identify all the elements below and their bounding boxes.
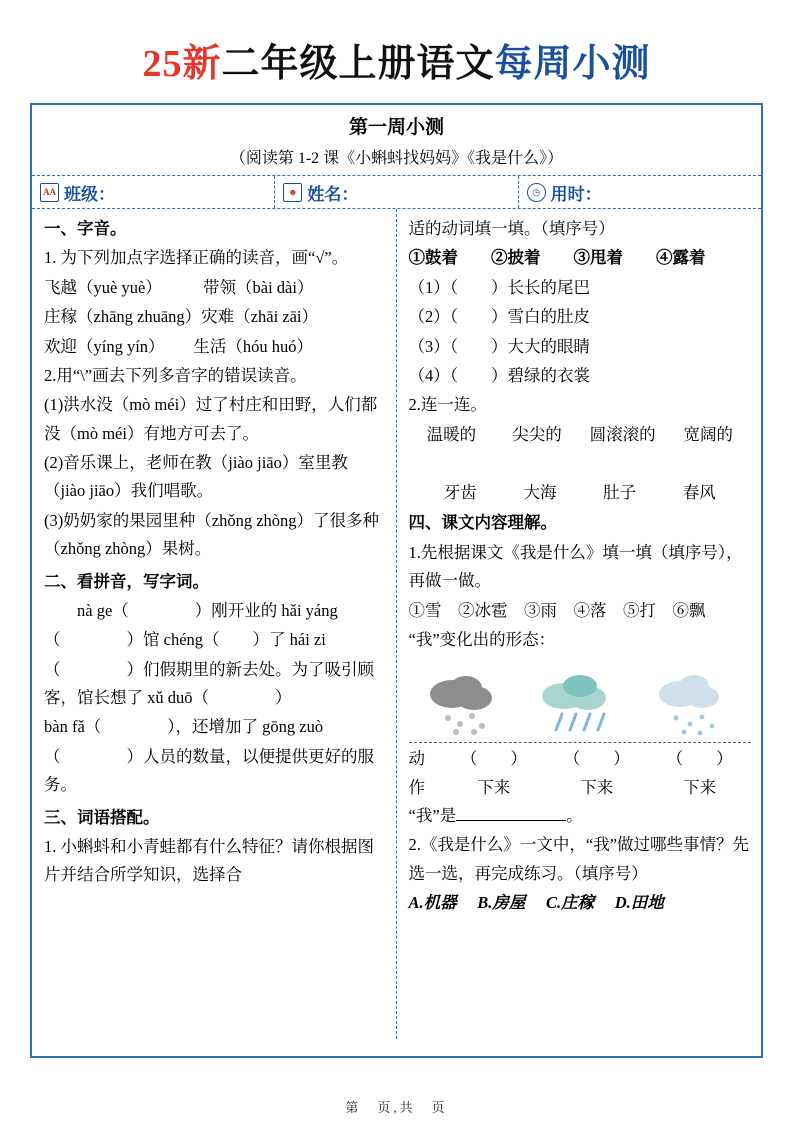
s3-options: ①鼓着 ②披着 ③甩着 ④露着 [408, 248, 706, 268]
pinyin-pair-1: 飞越（yuè yuè） 带领（bài dài） [44, 277, 314, 297]
section-2-heading: 二、看拼音，写字词。 [44, 571, 209, 591]
s4-fill-blank[interactable] [456, 820, 566, 821]
match-heading: 2.连一连。 [408, 395, 487, 415]
s4-options: ①雪 ②冰雹 ③雨 ④落 ⑤打 ⑥飘 [408, 600, 706, 620]
student-info-row [32, 176, 761, 208]
pinyin-pair-2: 庄稼（zhāng zhuāng）灾难（zhāi zāi） [44, 307, 319, 327]
content-columns [32, 208, 761, 1039]
s3-blank-3[interactable]: （3）（ ）大大的眼睛 [408, 336, 590, 356]
weather-illustrations [409, 660, 752, 738]
action-blank-1[interactable]: （ ） [460, 749, 527, 769]
s3-question: 1. 小蝌蚪和小青蛙都有什么特征？请你根据图片并结合所学知识，选择合 [44, 836, 374, 885]
s2-line-5: （ ）人员的数量，以便提供更好的服务。 [44, 746, 374, 795]
action-blank-row [443, 745, 752, 773]
s3-blank-1[interactable]: （1）（ ）长长的尾巴 [408, 277, 590, 297]
student-icon: AA [40, 183, 59, 202]
s2-line-3: （ ）们假期里的新去处。为了吸引顾客，馆长想了 xǔ duō（ ） [44, 659, 374, 707]
info-field-class[interactable] [32, 176, 274, 208]
info-field-time[interactable] [518, 176, 761, 208]
sheet-subnote: （阅读第 1-2 课《小蝌蚪找妈妈》《我是什么》） [229, 150, 564, 167]
person-icon: ☻ [283, 183, 302, 202]
match-row-top [409, 421, 752, 449]
match-top-1[interactable]: 温暖的 [426, 424, 477, 444]
match-row-bottom [409, 479, 752, 507]
info-label-class: 班级： [64, 184, 115, 204]
pinyin-pair-3: 欢迎（yíng yín） 生活（hóu huó） [44, 336, 314, 356]
s4-fill-line [409, 802, 752, 830]
match-bottom-3[interactable]: 肚子 [603, 483, 637, 502]
action-block [409, 745, 752, 802]
action-word-3: 下来 [683, 777, 717, 797]
s4-fill-prefix: “我”是 [408, 806, 457, 825]
title-part-red: 25新 [142, 43, 222, 85]
column-left [32, 209, 397, 1039]
q2-item-2: (2)音乐课上，老师在教（jiào jiāo）室里教（jiào jiāo）我们唱歌。 [44, 453, 348, 501]
match-bottom-2[interactable]: 大海 [523, 483, 557, 502]
title-part-blue: 每周小测 [494, 43, 651, 85]
snow-cloud-icon [640, 668, 748, 738]
s4-choices: A.机器 B.房屋 C.庄稼 D.田地 [408, 893, 664, 913]
action-word-2: 下来 [580, 777, 614, 797]
q2-item-1: (1)洪水没（mò méi）过了村庄和田野，人们都没（mò méi）有地方可去了。 [44, 395, 378, 443]
s4-forms-label: “我”变化出的形态： [408, 629, 556, 649]
action-word-1: 下来 [477, 777, 511, 797]
action-blank-2[interactable]: （ ） [563, 749, 630, 769]
action-label: 动 作 [408, 749, 425, 797]
match-top-4[interactable]: 宽阔的 [683, 424, 733, 444]
s4-fill-suffix: 。 [566, 806, 583, 825]
hail-cloud-icon [412, 668, 520, 738]
match-bottom-1[interactable]: 牙齿 [443, 483, 477, 502]
match-top-3[interactable]: 圆滚滚的 [589, 424, 656, 444]
action-word-row [443, 774, 752, 802]
action-answers [443, 745, 752, 802]
s4-question-2: 2.《我是什么》一文中，“我”做过哪些事情？先选一选，再完成练习。（填序号） [408, 835, 750, 883]
worksheet-frame [30, 103, 763, 1058]
s2-line-2: （ ）馆 chéng（ ）了 hái zi [44, 630, 326, 650]
s3-blank-4[interactable]: （4）（ ）碧绿的衣裳 [408, 365, 590, 385]
match-bottom-4[interactable]: 春风 [682, 483, 716, 502]
action-blank-3[interactable]: （ ） [666, 749, 733, 769]
section-4-heading: 四、课文内容理解。 [408, 513, 557, 533]
title-part-black: 二年级上册语文 [221, 43, 495, 85]
s3-question-cont: 适的动词填一填。（填序号） [408, 219, 615, 238]
match-top-2[interactable]: 尖尖的 [512, 424, 562, 444]
page-footer: 第 页,共 页 [345, 1100, 448, 1115]
pictures-divider [409, 742, 752, 743]
clock-icon: ◷ [527, 183, 546, 202]
s2-line-4: bàn fǎ（ ），还增加了 gōng zuò [44, 717, 324, 737]
s4-question-1: 1.先根据课文《我是什么》填一填（填序号），再做一做。 [408, 542, 743, 591]
section-1-heading: 一、字音。 [44, 219, 127, 238]
s3-blank-2[interactable]: （2）（ ）雪白的肚皮 [408, 307, 590, 327]
info-label-time: 用时： [550, 184, 602, 204]
column-right [397, 209, 762, 1039]
q2-prompt: 2.用“\”画去下列多音字的错误读音。 [44, 365, 307, 385]
q1-prompt: 1. 为下列加点字选择正确的读音，画“√”。 [44, 248, 349, 268]
q2-item-3: (3)奶奶家的果园里种（zhǒng zhòng）了很多种（zhǒng zhòng）果树。 [44, 510, 380, 559]
s2-line-1: nà ge（ ）刚开业的 hǎi yáng [44, 600, 338, 620]
info-field-name[interactable] [274, 176, 517, 208]
sheet-subtitle: 第一周小测 [348, 117, 444, 138]
info-label-name: 姓名： [307, 184, 359, 204]
rain-cloud-icon [526, 668, 634, 738]
section-3-heading: 三、词语搭配。 [44, 807, 160, 827]
page-title [30, 32, 763, 87]
